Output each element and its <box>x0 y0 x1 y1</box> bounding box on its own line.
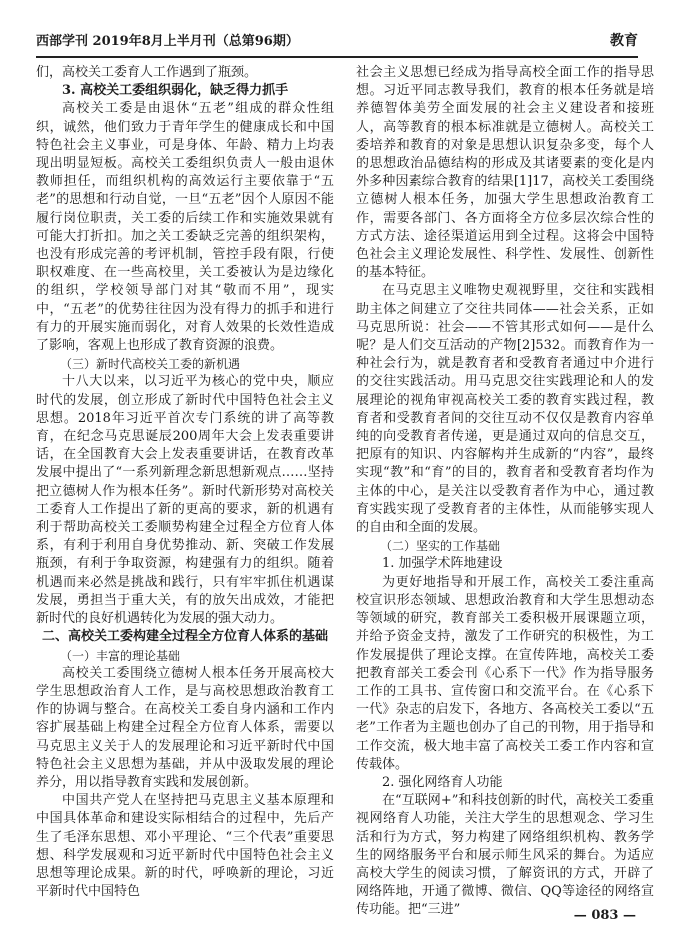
section-heading: （三）新时代高校关工委的新机遇 <box>60 357 241 372</box>
body-paragraph: 在马克思主义唯物史观视野里，交往和实践相助主体之间建立了交往共同体——社会关系，正如马克思所说：社会——不管其形式如何——是什么呢？是人们交互活动的产物[2]532。而教育作为一种社会行为，就是教育者和受教育者通过中介进行的交往实践活动。用马克思交往实践理论和人的发展理论的视角审视高校关工委的教育实践过程，教育者和受教育者间的交往互动不仅仅是教育内容单纯的向受教育者传递，更是通过双向的信息交互，把原有的知识、内容解构并生成新的“内容”，最终实现“教”和“育”的目的，教育者和受教育者均作为主体的中心，是关注以受教育者作为中心，通过教育实践实现了受教育者的主体性，从而能够实现人的自由和全面的发展。 <box>356 283 654 536</box>
body-paragraph: 十八大以来，以习近平为核心的党中央，顺应时代的发展，创立形成了新时代中国特色社会主义思想。2018年习近平首次专门系统的讲了高等教育，在纪念马克思诞辰200周年大会上发表重要讲话，在全国教育大会上发表重要讲话，在教育改革发展中提出了“一系列新理念新思想新观点……坚持把立德树人作为根本任务”。新时代新形势对高校关工委育人工作提出了新的更高的要求，新的机遇有利于帮助高校关工委顺势构建全过程全方位育人体系，有利于利用自身优势推动、新、突破工作发展瓶颈，有利于争取资源，构建强有力的组织。随着机遇而来必然是挑战和践行，只有牢牢抓住机遇谋发展，勇担当于重大关，有的放矢出成效，才能把新时代的良好机遇转化为发展的强大动力。 <box>36 374 334 627</box>
body-paragraph: 在“互联网+”和科技创新的时代，高校关工委重视网络育人功能，关注大学生的思想观念、学习生活和行为方式，努力构建了网络组织机构、教务学生的网络服务平台和展示师生风采的舞台。为适应高校大学生的阅读习惯，了解资讯的方式，开辟了网络阵地，开通了微博、微信、QQ等途径的网络宣传功能。把“三进” <box>356 793 654 918</box>
section-heading: 2. 强化网络育人功能 <box>382 774 503 790</box>
section-heading: （二）坚实的工作基础 <box>380 539 501 554</box>
section-heading: 1. 加强学术阵地建设 <box>382 556 503 572</box>
running-header <box>36 30 638 50</box>
body-paragraph: 高校关工委围绕立德树人根本任务开展高校大学生思想政治育人工作，是与高校思想政治教育工作的协调与整合。在高校关工委自身内涵和工作内容扩展基础上构建全过程全方位育人体系，需要以马克思主义关于人的发展理论和习近平新时代中国特色社会主义思想为基础，并从中汲取发展的理论养分，用以指导教育实践和发展创新。 <box>36 665 334 790</box>
section-heading: 二、高校关工委构建全过程全方位育人体系的基础 <box>41 629 328 645</box>
body-paragraph: 为更好地指导和开展工作，高校关工委注重高校宣识形态领域、思想政治教育和大学生思想动态等领域的研究，教育部关工委积极开展课题立项，并给予资金支持，激发了工作研究的积极性，为工作发展提供了理论支撑。在宣传阵地，高校关工委把教育部关工委会刊《心系下一代》作为指导服务工作的工具书、宣传窗口和交流平台。在《心系下一代》杂志的启发下，各地方、各高校关工委以“五老”工作者为主题也创办了自己的刊物，用于指导和工作交流，极大地丰富了高校关工委工作内容和宣传载体。 <box>356 574 654 772</box>
section-heading: 3. 高校关工委组织弱化，缺乏得力抓手 <box>62 83 289 99</box>
journal-title: 西部学刊 2019年8月上半月刊（总第96期） <box>36 34 299 49</box>
right-text-column <box>356 64 654 920</box>
body-paragraph: 高校关工委是由退休“五老”组成的群众性组织，诚然，他们致力于青年学生的健康成长和中国特色社会主义事业，可是身体、年龄、精力上均表现出明显短板。高校关工委组织负责人一般由退休教师担任，而组织机构的高效运行主要依靠于“五老”的思想和行动自觉，一旦“五老”因个人原因不能履行岗位职责，关工委的后续工作和实施效果就有可能大打折扣。加之关工委缺乏完善的组织架构，也没有形成完善的考评机制，管控手段有限，行使职权难度、在一些高校里，关工委被认为是边缘化的组织，学校领导部门对其“敬而不用”，现实中，“五老”的优势往往因为没有得力的抓手和进行有力的开展实施而弱化，对育人效果的长效性造成了影响，客观上也形成了教育资源的浪费。 <box>36 101 334 354</box>
left-text-column <box>36 64 334 901</box>
section-heading: （一）丰富的理论基础 <box>60 648 181 663</box>
body-paragraph: 社会主义思想已经成为指导高校全面工作的指导思想。习近平同志教导我们，教育的根本任务就是培养德智体美劳全面发展的社会主义建设者和接班人，高等教育的根本标准就是立德树人。高校关工委培养和教育的对象是思想认识复杂多变，每个人的思想政治品德结构的形成及其诸要素的变化是内外多种因素综合教育的结果[1]17，高校关工委围绕立德树人根本任务，加强大学生思想政治教育工作，需要各部门、各方面将全方位多层次综合性的方式方法、途径渠道运用到全过程。这将会中国特色社会主义理论发展性、科学性、发展性、创新性的基本特征。 <box>356 65 654 281</box>
body-paragraph: 们，高校关工委育人工作遇到了瓶颈。 <box>36 65 258 80</box>
section-label: 教育 <box>610 33 638 49</box>
header-rule <box>36 56 638 58</box>
body-paragraph: 中国共产党人在坚持把马克思主义基本原理和中国具体革命和建设实际相结合的过程中，先后产生了毛泽东思想、邓小平理论、“三个代表”重要思想、科学发展观和习近平新时代中国特色社会主义思想等理论成果。新的时代，呼唤新的理论，习近平新时代中国特色 <box>36 793 334 900</box>
page-number: — 083 — <box>573 908 636 923</box>
